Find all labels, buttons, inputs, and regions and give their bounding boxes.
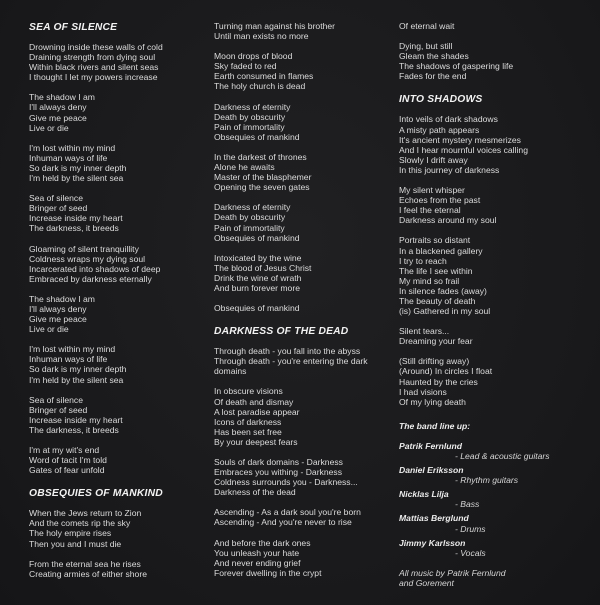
band-member [399, 513, 591, 533]
stanza [29, 559, 209, 579]
lyric-line: I'm lost within my mind [29, 344, 116, 355]
lyric-line: In a blackened gallery [399, 245, 483, 256]
lyric-line: Ascending - And you're never to rise [214, 517, 352, 528]
lyric-line: Souls of dark domains - Darkness [214, 457, 343, 467]
lyric-line: Sea of silence [29, 193, 83, 204]
lyric-line: Increase inside my heart [29, 414, 123, 425]
lyric-line: A misty path appears [399, 124, 480, 135]
lyric-line: Echoes from the past [399, 195, 481, 206]
lyric-line: Pain of immortality [214, 222, 285, 233]
lyric-line: Portraits so distant [399, 235, 471, 246]
band-member [399, 441, 591, 461]
lyric-line: Drowning inside these walls of cold [29, 42, 163, 52]
lyric-line: Coldness surrounds you - Darkness... [214, 477, 358, 488]
lyric-line: The darkness, it breeds [29, 223, 119, 234]
stanza [399, 235, 591, 316]
song-title-into-shadows: INTO SHADOWS [399, 94, 483, 106]
song-lyrics-obsequies-part2 [214, 21, 396, 313]
lyric-line: Dreaming your fear [399, 336, 473, 347]
lyric-line: Opening the seven gates [214, 182, 310, 193]
lyric-line: A lost paradise appear [214, 406, 300, 417]
lyric-line: Bringer of seed [29, 203, 88, 214]
lyric-line: Earth consumed in flames [214, 71, 314, 82]
band-member [399, 489, 591, 509]
member-role: - Bass [455, 499, 480, 510]
lyric-line: The blood of Jesus Christ [214, 262, 312, 273]
member-name: Mattias Berglund [399, 513, 469, 524]
lyric-line: Gloaming of silent tranquillity [29, 243, 139, 254]
lyric-line: My silent whisper [399, 185, 465, 196]
lyric-line: Sky faded to red [214, 61, 277, 72]
column-right [399, 21, 591, 588]
lyric-line: Incarcerated into shadows of deep [29, 263, 161, 274]
lyric-line: (is) Gathered in my soul [399, 306, 491, 317]
member-role: - Drums [455, 523, 486, 534]
lyric-line: From the eternal sea he rises [29, 558, 141, 569]
stanza [29, 294, 209, 334]
lyric-line: Fades for the end [399, 71, 467, 82]
lyric-line: Drink the wine of wrath [214, 272, 302, 283]
member-name: Jimmy Karlsson [399, 537, 466, 548]
lyric-line: Death by obscurity [214, 212, 286, 223]
lyric-line: Of death and dismay [214, 396, 294, 407]
lyric-line: You unleash your hate [214, 547, 300, 558]
lyric-line: It's ancient mystery mesmerizes [399, 134, 521, 145]
lyric-line: Of eternal wait [399, 21, 455, 31]
stanza [399, 356, 591, 406]
member-name: Daniel Eriksson [399, 465, 464, 476]
lyric-line: I feel the eternal [399, 205, 461, 216]
lyric-line: Give me peace [29, 112, 87, 123]
member-role: - Rhythm guitars [455, 475, 519, 486]
lyric-line: Within black rivers and silent seas [29, 62, 159, 73]
lyric-line: I'll always deny [29, 102, 87, 113]
song-title-sea-of-silence: SEA OF SILENCE [29, 22, 118, 33]
lyric-line: The shadows of gaspering life [399, 61, 514, 72]
lyric-line: (Around) In circles I float [399, 366, 493, 377]
lyric-line: In this journey of darkness [399, 164, 500, 175]
lyric-line: And the comets rip the sky [29, 518, 131, 529]
lyric-line: Creating armies of either shore [29, 568, 147, 579]
stanza [399, 114, 591, 175]
lyric-line: Of my lying death [399, 396, 466, 407]
stanza [214, 102, 396, 142]
column-left [29, 21, 209, 589]
lyric-line: Alone he awaits [214, 162, 275, 173]
lyric-line: I try to reach [399, 255, 447, 266]
song-title-obsequies-of-mankind: OBSEQUIES OF MANKIND [29, 488, 163, 500]
lyric-line: Intoxicated by the wine [214, 252, 302, 263]
stanza [214, 346, 396, 376]
lyric-line: Darkness of eternity [214, 101, 291, 112]
lyric-line: Sea of silence [29, 394, 83, 405]
lyric-line: So dark is my inner depth [29, 162, 127, 173]
stanza [399, 21, 591, 31]
lyric-line: Obsequies of mankind [214, 303, 300, 314]
lyric-line: Inhuman ways of life [29, 354, 108, 365]
stanza [214, 202, 396, 242]
lyric-line: Coldness wraps my dying soul [29, 253, 146, 264]
stanza [214, 538, 396, 578]
stanza [29, 42, 209, 82]
lyric-line: Embraces you withing - Darkness [214, 467, 342, 478]
music-credits [399, 568, 591, 588]
stanza [214, 457, 396, 497]
band-member [399, 538, 591, 558]
stanza [29, 193, 209, 233]
stanza [214, 21, 396, 41]
stanza [214, 51, 396, 91]
lyric-line: Turning man against his brother [214, 21, 336, 31]
lyric-line: Silent tears... [399, 326, 450, 337]
credits-line: and Gorement [399, 577, 454, 588]
lyric-line: And before the dark ones [214, 537, 311, 548]
stanza [29, 344, 209, 384]
lyric-line: Embraced by darkness eternally [29, 273, 152, 284]
lyric-line: Live or die [29, 324, 69, 335]
stanza [29, 508, 209, 548]
member-role: - Vocals [455, 547, 486, 558]
stanza [214, 303, 396, 313]
column-middle [214, 21, 396, 588]
lyric-line: In the darkest of thrones [214, 151, 307, 162]
lyric-line: The beauty of death [399, 295, 476, 306]
stanza [214, 253, 396, 293]
song-lyrics-darkness-part2 [399, 21, 591, 81]
lyric-line: Has been set free [214, 426, 282, 437]
song-lyrics-darkness-of-the-dead [214, 346, 396, 578]
lyric-line: Master of the blasphemer [214, 172, 312, 183]
stanza [29, 92, 209, 132]
stanza [214, 152, 396, 192]
lyric-line: And never ending grief [214, 557, 301, 568]
lyric-line: I'm at my wit's end [29, 445, 100, 455]
stanza [399, 185, 591, 225]
lyric-line: Haunted by the cries [399, 376, 478, 387]
lyric-line: In obscure visions [214, 386, 283, 397]
lyric-line: Then you and I must die [29, 538, 122, 549]
lyric-line: I'm held by the silent sea [29, 173, 124, 184]
lyric-line: Forever dwelling in the crypt [214, 567, 322, 578]
stanza [399, 41, 591, 81]
stanza [29, 445, 209, 475]
band-lineup-heading: The band line up: [399, 420, 471, 431]
song-lyrics-obsequies-part1 [29, 508, 209, 579]
lyric-line: Slowly I drift away [399, 154, 468, 165]
lyric-line: Bringer of seed [29, 404, 88, 415]
lyric-line: Live or die [29, 122, 69, 133]
lyric-line: Moon drops of blood [214, 51, 293, 62]
lyric-line: (Still drifting away) [399, 356, 470, 367]
lyric-line: Darkness of the dead [214, 487, 296, 498]
lyric-line: Icons of darkness [214, 416, 282, 427]
lyric-line: Until man exists no more [214, 31, 309, 42]
band-member-list [399, 441, 591, 558]
lyric-line: Pain of immortality [214, 121, 285, 132]
stanza [29, 395, 209, 435]
lyric-line: The life I see within [399, 265, 473, 276]
lyric-line: And burn forever more [214, 282, 300, 293]
lyric-line: By your deepest fears [214, 436, 298, 447]
song-lyrics-into-shadows [399, 114, 591, 406]
song-lyrics-sea-of-silence [29, 42, 209, 475]
lyric-line: The shadow I am [29, 92, 95, 103]
lyric-line: Darkness of eternity [214, 202, 291, 213]
lyric-line: The darkness, it breeds [29, 424, 119, 435]
band-member [399, 465, 591, 485]
stanza [214, 386, 396, 447]
lyric-line: Draining strength from dying soul [29, 52, 156, 63]
lyric-line: Obsequies of mankind [214, 131, 300, 142]
lyric-line: Word of tacit I'm told [29, 455, 107, 466]
lyric-line: I'm lost within my mind [29, 142, 116, 153]
lyric-line: And I hear mournful voices calling [399, 144, 528, 155]
lyric-line: Darkness around my soul [399, 215, 497, 226]
lyric-line: My mind so frail [399, 275, 460, 286]
credits-line: All music by Patrik Fernlund [399, 567, 506, 578]
lyric-line: Increase inside my heart [29, 213, 123, 224]
stanza [29, 143, 209, 183]
lyric-line: domains [214, 366, 247, 377]
lyric-line: Through death - you fall into the abyss [214, 346, 361, 357]
lyric-line: Ascending - As a dark soul you're born [214, 507, 361, 518]
lyric-line: I'm held by the silent sea [29, 374, 124, 385]
lyric-line: Gleam the shades [399, 51, 469, 62]
lyric-line: Give me peace [29, 314, 87, 325]
lyric-line: When the Jews return to Zion [29, 508, 142, 519]
lyric-line: I thought I let my powers increase [29, 72, 158, 83]
lyric-line: The holy empire rises [29, 528, 112, 539]
lyric-line: In silence fades (away) [399, 285, 487, 296]
member-name: Patrik Fernlund [399, 440, 463, 451]
lyric-line: So dark is my inner depth [29, 364, 127, 375]
stanza [29, 244, 209, 284]
stanza [214, 507, 396, 527]
member-role: - Lead & acoustic guitars [455, 451, 550, 461]
lyric-line: The shadow I am [29, 293, 95, 304]
lyric-line: Obsequies of mankind [214, 232, 300, 243]
lyric-line: Through death - you're entering the dark [214, 356, 368, 367]
lyric-line: I'll always deny [29, 303, 87, 314]
stanza [399, 326, 591, 346]
lyric-line: I had visions [399, 386, 447, 397]
lyric-line: Death by obscurity [214, 111, 286, 122]
member-name: Nicklas Lilja [399, 489, 449, 500]
lyric-line: Gates of fear unfold [29, 465, 105, 476]
lyric-line: The holy church is dead [214, 81, 306, 92]
lyric-line: Inhuman ways of life [29, 152, 108, 163]
lyric-line: Into veils of dark shadows [399, 114, 498, 125]
song-title-darkness-of-the-dead: DARKNESS OF THE DEAD [214, 326, 349, 338]
lyric-line: Dying, but still [399, 41, 453, 52]
